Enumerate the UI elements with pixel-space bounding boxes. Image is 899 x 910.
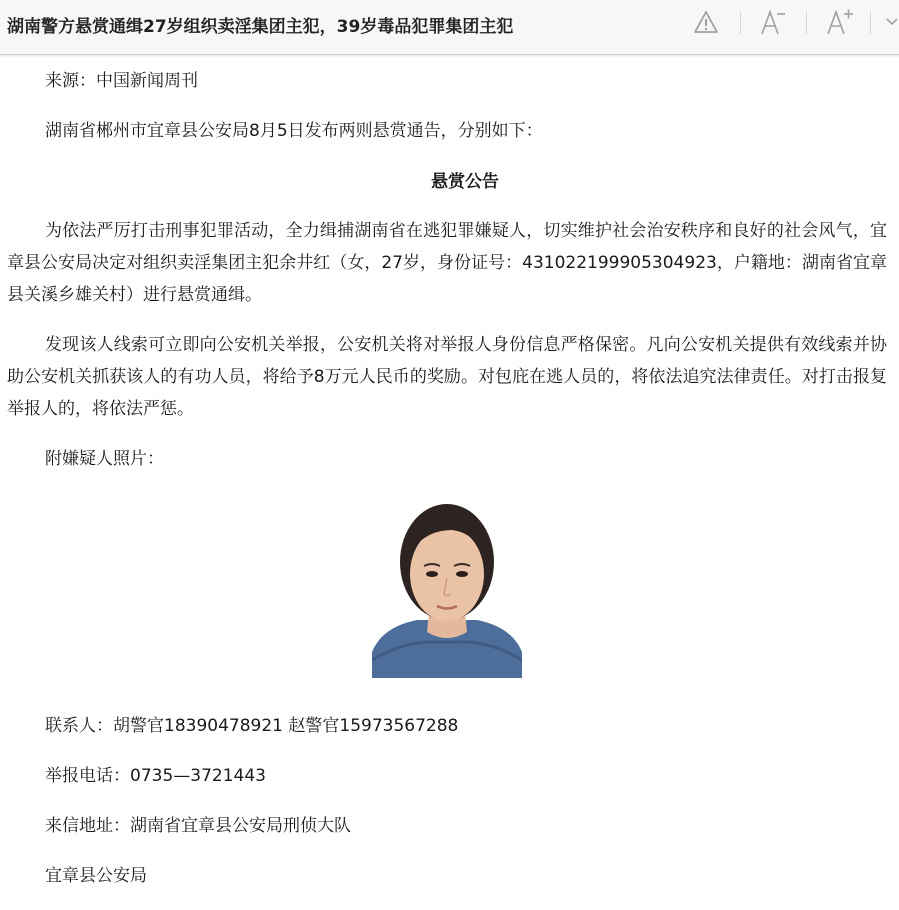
photo-caption: 附嫌疑人照片：: [45, 449, 164, 469]
notice-title: 悬赏公告: [431, 172, 499, 192]
article-source: 来源：中国新闻周刊: [45, 71, 198, 91]
warning-icon: [693, 10, 719, 34]
notice-paragraph: 发现该人线索可立即向公安机关举报，公安机关将对举报人身份信息严格保密。凡向公安机关提供有效线索并协助公安机关抓获该人的有功人员，将给予8万元人民币的奖励。对包庇在逃人员的，将依法追究法律责任。对打击报复举报人的，将依法严惩。: [7, 335, 887, 419]
report-phone: 举报电话：0735—3721443: [45, 766, 266, 786]
toolbar-divider: [870, 12, 871, 34]
page-title: 湖南警方悬赏通缉27岁组织卖淫集团主犯，39岁毒品犯罪集团主犯: [7, 17, 514, 37]
chevron-down-icon: [885, 16, 899, 28]
signature: 宜章县公安局: [45, 866, 147, 886]
font-increase-icon: [824, 7, 856, 37]
toolbar-divider: [740, 12, 741, 34]
font-decrease-icon: [758, 7, 788, 37]
article-header-bar: [0, 0, 899, 55]
suspect-photo: [372, 502, 522, 678]
report-button[interactable]: [690, 6, 722, 38]
notice-paragraph: 为依法严厉打击刑事犯罪活动，全力缉捕湖南省在逃犯罪嫌疑人，切实维护社会治安秩序和良好的社会风气，宜章县公安局决定对组织卖淫集团主犯余井红（女，27岁，身份证号：431022199905304923，户籍地：湖南省宜章县关溪乡雄关村）进行悬赏通缉。: [7, 221, 887, 305]
more-options-button[interactable]: [884, 6, 899, 38]
toolbar-divider: [806, 12, 807, 34]
article-intro: 湖南省郴州市宜章县公安局8月5日发布两则悬赏通告，分别如下：: [45, 121, 543, 141]
font-increase-button[interactable]: [822, 6, 858, 38]
font-decrease-button[interactable]: [756, 6, 790, 38]
contact-person: 联系人：胡警官18390478921 赵警官15973567288: [45, 716, 459, 736]
mailing-address: 来信地址：湖南省宜章县公安局刑侦大队: [45, 816, 351, 836]
